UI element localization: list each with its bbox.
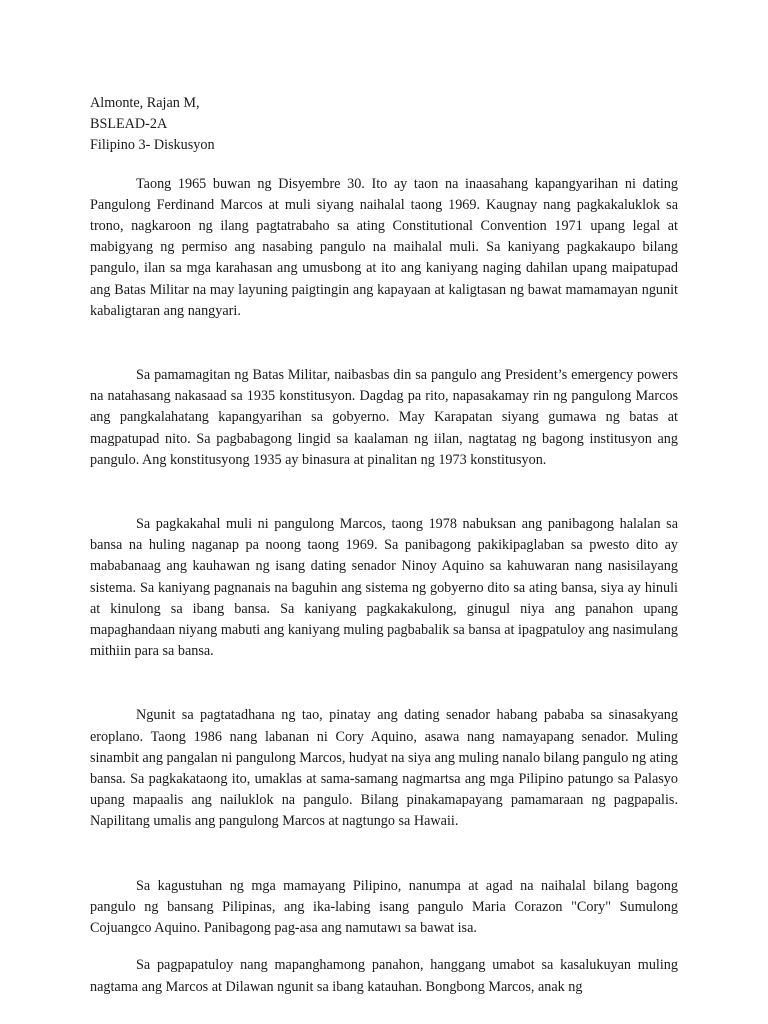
paragraph-4: Ngunit sa pagtatadhana ng tao, pinatay ang dating senador habang pababa sa sinasakyang eroplano. Taong 1986 nang labanan ni Cory Aquino, asawa nang namayapang senador. Muling sinambit ang pangalan ni pangulong Marcos, hudyat na siya ang muling nanalo bilang pangulo ng ating bansa. Sa pagkakataong ito, umaklas at sama-samang nagmartsa ang mga Pilipino patungo sa Palasyo upang mapaalis ang nailuklok na pangulo. Bilang pinakamapayang pamamaraan ng pagpapalis. Napilitang umalis ang pangulong Marcos at nagtungo sa Hawaii. xyxy=(90,707,678,830)
spacer xyxy=(90,471,678,514)
spacer xyxy=(90,157,678,174)
paragraph-1: Taong 1965 buwan ng Disyembre 30. Ito ay taon na inaasahang kapangyarihan ni dating Pangulong Ferdinand Marcos at muli siyang naihalal taong 1969. Kaugnay nang pagkakaluklok sa trono, nagkaroon ng ilang pagtatrabaho sa ating Constitutional Convention 1971 upang legal at mabigyang ng permiso ang nasabing pangulo na maihalal muli. Sa kaniyang pagkakaupo bilang pangulo, ilan sa mga karahasan ang umusbong at ito ang kaniyang naging dahilan upang maipatupad ang Batas Militar na may layuning paigtingin ang kapayaan at kaligtasan ng bawat mamamayan ngunit kabaligtaran ang nangyari. xyxy=(90,175,678,319)
subject-title: Filipino 3- Diskusyon xyxy=(90,137,215,154)
author-name: Almonte, Rajan M, xyxy=(90,95,200,111)
paragraph-3: Sa pagkakahal muli ni pangulong Marcos, taong 1978 nabuksan ang panibagong halalan sa bansa na huling naganap pa noong taong 1969. Sa panibagong pakikipaglaban sa pwesto dito ay mababanaag ang kauhawan ng isang dating senador Ninoy Aquino sa kahuwaran nang nasisilayang sistema. Sa kaniyang pagnanais na baguhin ang sistema ng gobyerno dito sa ating bansa, siya ay hinuli at kinulong sa ibang bansa. Sa kaniyang pagkakakulong, ginugul niya ang panahon upang mapaghandaan niyang mabuti ang kaniyang muling pagbabalik sa bansa at ipagpatuloy ang nasimulang mithiin para sa bansa. xyxy=(90,516,678,660)
spacer xyxy=(90,833,678,876)
document-body xyxy=(90,93,678,998)
paragraph-2: Sa pamamagitan ng Batas Militar, naibasbas din sa pangulo ang President’s emergency powers na natahasang nakasaad sa 1935 konstitusyon. Dagdag pa rito, napasakamay rin ng pangulong Marcos ang pangkalahatang kapangyarihan sa gobyerno. May Karapatan siyang gumawa ng batas at magpatupad nito. Sa pagbabagong lingid sa kaalaman ng iilan, nagtatag ng bagong institusyon ang pangulo. Ang konstitusyong 1935 ay binasura at pinalitan ng 1973 konstitusyon. xyxy=(90,367,678,468)
paragraph-5: Sa kagustuhan ng mga mamayang Pilipino, nanumpa at agad na naihalal bilang bagong pangulo ng bansang Pilipinas, ang ika-labing isang pangulo Maria Corazon "Cory" Sumulong Cojuangco Aquino. Panibagong pag-asa ang namutawı sa bawat isa. xyxy=(90,877,678,937)
course-section: BSLEAD-2A xyxy=(90,116,168,133)
spacer xyxy=(90,662,678,705)
spacer xyxy=(90,322,678,365)
paragraph-6: Sa pagpapatuloy nang mapanghamong panahon, hanggang umabot sa kasalukuyan muling nagtama ang Marcos at Dilawan ngunit sa ibang katauhan. Bongbong Marcos, anak ng xyxy=(90,957,678,995)
spacer xyxy=(90,939,678,955)
